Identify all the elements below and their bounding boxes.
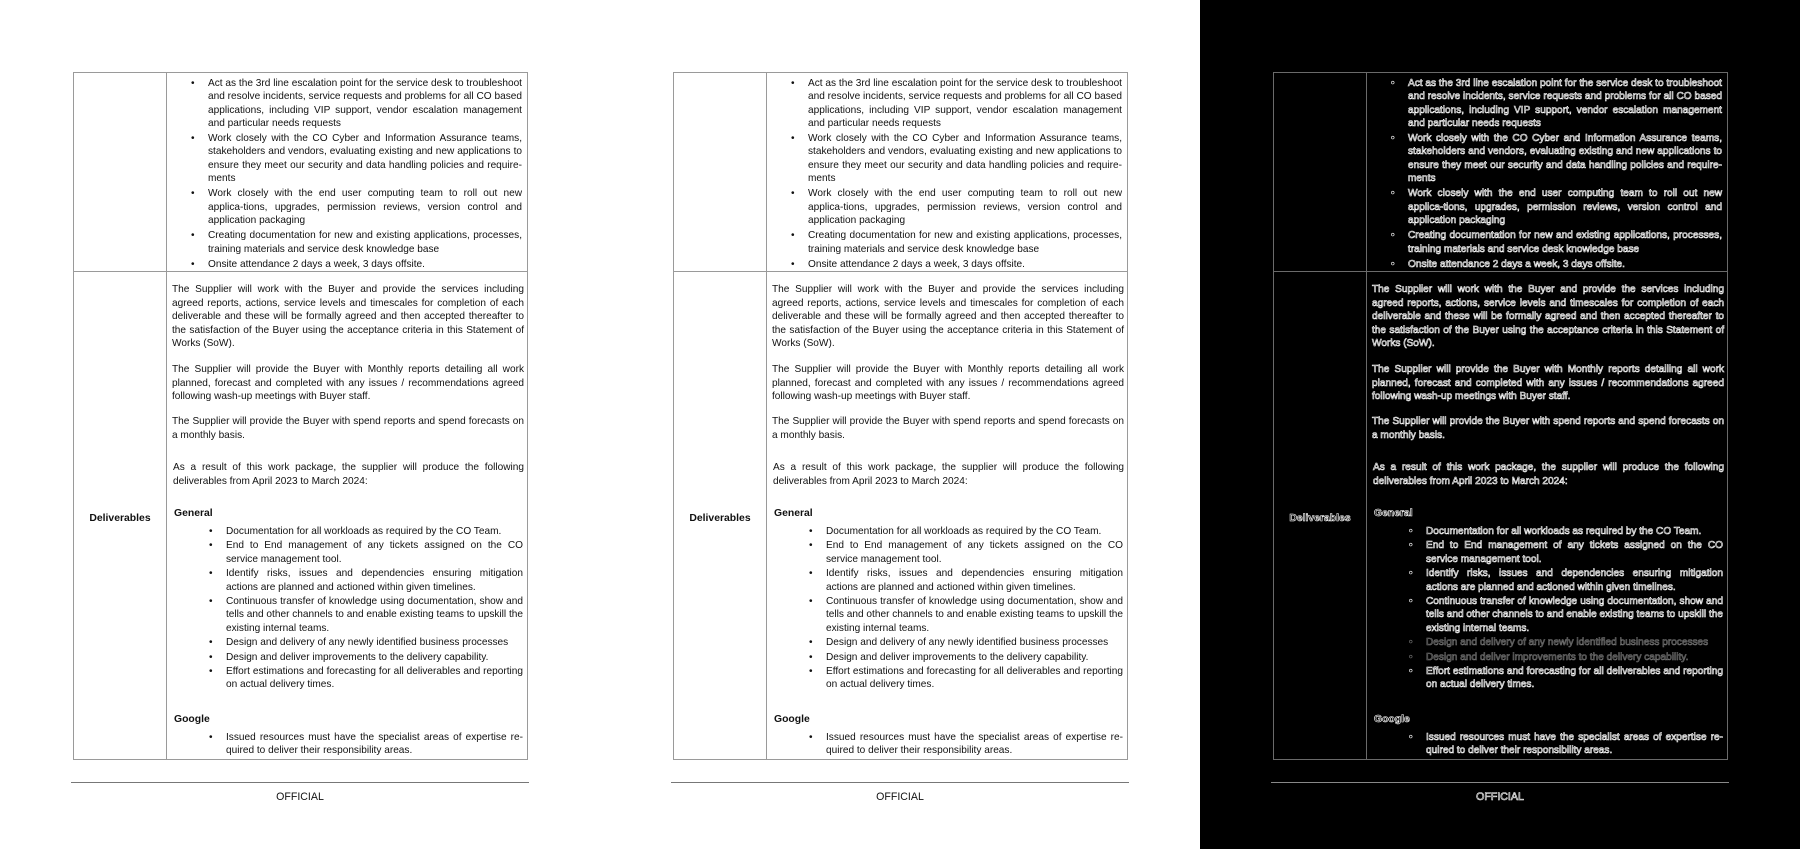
deliverables-paragraph: The Supplier will provide the Buyer with spend reports and spend forecasts on a monthly basis. — [772, 416, 1124, 441]
deliverables-cell — [766, 271, 1128, 759]
list-item: • Act as the 3rd line escalation point for the service desk to troubleshoot and resolve incidents, service requests and problems for all CO based applications, including VIP support, vendor escalation management and particular needs requests — [1391, 78, 1722, 129]
footer-rule — [71, 782, 529, 783]
google-list — [809, 731, 1123, 758]
deliverables-paragraph: The Supplier will provide the Buyer with Monthly reports detailing all work planned, forecast and completed with any issues / recommendations agreed following wash-up meetings with Buyer staff. — [772, 364, 1124, 402]
list-item: • Continuous transfer of knowledge using documentation, show and tells and other channels to and enable existing teams to upskill the existing internal teams. — [209, 596, 523, 634]
list-item: • Documentation for all workloads as required by the CO Team. — [809, 526, 1102, 537]
list-item: • Issued resources must have the specialist areas of expertise re-quired to deliver their responsibility areas. — [1409, 732, 1723, 757]
list-item: • Work closely with the CO Cyber and Information Assurance teams, stakeholders and vendors, evaluating existing and new applications to ensure they meet our security and data handling policies and require-ments — [1391, 133, 1722, 185]
deliverables-paragraph: As a result of this work package, the supplier will produce the following deliverables from April 2023 to March 2024: — [1373, 462, 1724, 487]
responsibilities-list — [1391, 77, 1722, 273]
list-item: • Documentation for all workloads as required by the CO Team. — [1409, 526, 1702, 537]
list-item: • Issued resources must have the specialist areas of expertise re-quired to deliver their responsibility areas. — [809, 732, 1123, 757]
google-heading: Google — [174, 714, 210, 725]
list-item: • Work closely with the end user computing team to roll out new applica-tions, upgrades, permission reviews, version control and application packaging — [191, 188, 522, 226]
footer-classification: OFFICIAL — [876, 791, 924, 803]
footer-rule — [1271, 782, 1729, 783]
deliverables-paragraph: As a result of this work package, the supplier will produce the following deliverables from April 2023 to March 2024: — [173, 462, 524, 487]
deliverables-row-label: Deliverables — [1289, 512, 1351, 524]
list-item: • Creating documentation for new and existing applications, processes, training materials and service desk knowledge base — [191, 230, 522, 255]
list-item: • Continuous transfer of knowledge using documentation, show and tells and other channels to and enable existing teams to upskill the existing internal teams. — [1409, 596, 1723, 634]
list-item: • Design and deliver improvements to the delivery capability. — [809, 651, 1089, 663]
google-list — [209, 731, 523, 758]
list-item: • Design and delivery of any newly identified business processes — [809, 637, 1109, 649]
list-item: • Design and deliver improvements to the delivery capability. — [209, 651, 489, 663]
deliverables-paragraph: The Supplier will provide the Buyer with Monthly reports detailing all work planned, forecast and completed with any issues / recommendations agreed following wash-up meetings with Buyer staff. — [172, 364, 524, 402]
document-page-copy — [600, 0, 1200, 849]
footer-classification: OFFICIAL — [276, 791, 324, 803]
document-page-edges — [1200, 0, 1800, 849]
google-heading: Google — [1374, 714, 1410, 725]
responsibilities-list — [191, 77, 522, 273]
responsibilities-cell — [1366, 73, 1728, 271]
list-item: • Identify risks, issues and dependencies ensuring mitigation actions are planned and actioned within given timelines. — [1409, 568, 1723, 593]
list-item: • Work closely with the end user computing team to roll out new applica-tions, upgrades, permission reviews, version control and application packaging — [791, 188, 1122, 226]
google-list — [1409, 731, 1723, 758]
list-item: • Effort estimations and forecasting for all deliverables and reporting on actual delivery times. — [809, 666, 1123, 691]
deliverables-cell — [166, 271, 528, 759]
list-item: • Design and deliver improvements to the delivery capability. — [1409, 651, 1689, 663]
deliverables-row-label: Deliverables — [89, 512, 151, 524]
responsibilities-cell — [766, 73, 1128, 271]
deliverables-row-label: Deliverables — [689, 512, 751, 524]
deliverables-paragraph: The Supplier will work with the Buyer and provide the services including agreed reports, actions, service levels and timescales for completion of each deliverable and these will be formally agreed and then accepted thereafter to the satisfaction of the Buyer using the acceptance criteria in this Statement of Works (SoW). — [772, 284, 1124, 349]
list-item: • Continuous transfer of knowledge using documentation, show and tells and other channels to and enable existing teams to upskill the existing internal teams. — [809, 596, 1123, 634]
general-list — [809, 525, 1123, 693]
general-list — [209, 525, 523, 693]
footer-rule — [671, 782, 1129, 783]
list-item: • Work closely with the CO Cyber and Information Assurance teams, stakeholders and vendors, evaluating existing and new applications to ensure they meet our security and data handling policies and require-ments — [191, 133, 522, 185]
list-item: • End to End management of any tickets assigned on the CO service management tool. — [809, 540, 1123, 565]
list-item: • End to End management of any tickets assigned on the CO service management tool. — [1409, 540, 1723, 565]
list-item: • Design and delivery of any newly identified business processes — [209, 637, 509, 649]
general-heading: General — [774, 508, 813, 519]
list-item: • Effort estimations and forecasting for all deliverables and reporting on actual delivery times. — [1409, 666, 1723, 691]
deliverables-paragraph: The Supplier will provide the Buyer with spend reports and spend forecasts on a monthly basis. — [1372, 416, 1724, 441]
deliverables-paragraph: As a result of this work package, the supplier will produce the following deliverables from April 2023 to March 2024: — [773, 462, 1124, 487]
list-item: • Onsite attendance 2 days a week, 3 days offsite. — [791, 258, 1025, 270]
statement-of-work-table — [1273, 72, 1728, 760]
list-item: • Effort estimations and forecasting for all deliverables and reporting on actual delivery times. — [209, 666, 523, 691]
deliverables-paragraph: The Supplier will work with the Buyer and provide the services including agreed reports, actions, service levels and timescales for completion of each deliverable and these will be formally agreed and then accepted thereafter to the satisfaction of the Buyer using the acceptance criteria in this Statement of Works (SoW). — [172, 284, 524, 349]
responsibilities-list — [791, 77, 1122, 273]
list-item: • Onsite attendance 2 days a week, 3 days offsite. — [1391, 258, 1625, 270]
list-item: • Creating documentation for new and existing applications, processes, training materials and service desk knowledge base — [791, 230, 1122, 255]
list-item: • Identify risks, issues and dependencies ensuring mitigation actions are planned and actioned within given timelines. — [809, 568, 1123, 593]
list-item: • Creating documentation for new and existing applications, processes, training materials and service desk knowledge base — [1391, 230, 1722, 255]
responsibilities-cell — [166, 73, 528, 271]
list-item: • Act as the 3rd line escalation point for the service desk to troubleshoot and resolve incidents, service requests and problems for all CO based applications, including VIP support, vendor escalation management and particular needs requests — [791, 78, 1122, 129]
general-heading: General — [1374, 508, 1413, 519]
footer-classification: OFFICIAL — [1476, 791, 1524, 803]
statement-of-work-table — [673, 72, 1128, 760]
list-item: • Issued resources must have the specialist areas of expertise re-quired to deliver their responsibility areas. — [209, 732, 523, 757]
deliverables-paragraph: The Supplier will provide the Buyer with spend reports and spend forecasts on a monthly basis. — [172, 416, 524, 441]
deliverables-cell — [1366, 271, 1728, 759]
deliverables-paragraph: The Supplier will work with the Buyer and provide the services including agreed reports, actions, service levels and timescales for completion of each deliverable and these will be formally agreed and then accepted thereafter to the satisfaction of the Buyer using the acceptance criteria in this Statement of Works (SoW). — [1372, 284, 1724, 349]
document-page-original — [0, 0, 600, 849]
list-item: • Design and delivery of any newly identified business processes — [1409, 637, 1709, 649]
general-list — [1409, 525, 1723, 693]
statement-of-work-table — [73, 72, 528, 760]
list-item: • Documentation for all workloads as required by the CO Team. — [209, 526, 502, 537]
list-item: • End to End management of any tickets assigned on the CO service management tool. — [209, 540, 523, 565]
list-item: • Identify risks, issues and dependencies ensuring mitigation actions are planned and actioned within given timelines. — [209, 568, 523, 593]
deliverables-paragraph: The Supplier will provide the Buyer with Monthly reports detailing all work planned, forecast and completed with any issues / recommendations agreed following wash-up meetings with Buyer staff. — [1372, 364, 1724, 402]
list-item: • Work closely with the CO Cyber and Information Assurance teams, stakeholders and vendors, evaluating existing and new applications to ensure they meet our security and data handling policies and require-ments — [791, 133, 1122, 185]
list-item: • Onsite attendance 2 days a week, 3 days offsite. — [191, 258, 425, 270]
google-heading: Google — [774, 714, 810, 725]
general-heading: General — [174, 508, 213, 519]
list-item: • Work closely with the end user computing team to roll out new applica-tions, upgrades, permission reviews, version control and application packaging — [1391, 188, 1722, 226]
list-item: • Act as the 3rd line escalation point for the service desk to troubleshoot and resolve incidents, service requests and problems for all CO based applications, including VIP support, vendor escalation management and particular needs requests — [191, 78, 522, 129]
